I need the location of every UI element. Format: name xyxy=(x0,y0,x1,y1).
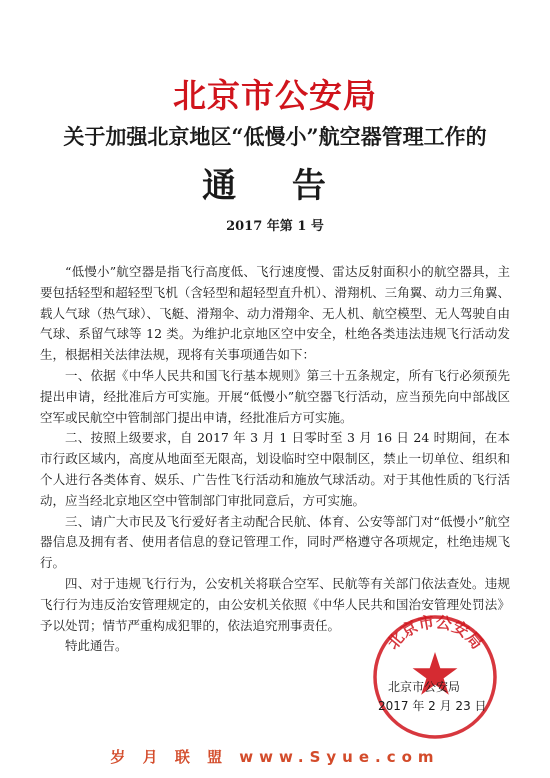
body-paragraph-3: 三、请广大市民及飞行爱好者主动配合民航、体育、公安等部门对“低慢小”航空器信息及拥有者、使用者信息的登记管理工作，同时严格遵守各项规定，杜绝违规飞行。 xyxy=(40,513,510,571)
issuer-heading: 北京市公安局 xyxy=(173,76,377,115)
official-seal xyxy=(370,612,500,742)
notice-body xyxy=(40,262,510,657)
body-paragraph-2: 二、按照上级要求，自 2017 年 3 月 1 日零时至 3 月 16 日 24 时期间，在本市行政区域内，高度从地面至无限高，划设临时空中限制区，禁止一切单位、组织和个人进行各类体育、娱乐、广告性飞行活动和施放气球活动。对于其他性质的飞行活动，应当经北京地区空中管制部门审批同意后，方可实施。 xyxy=(40,430,510,508)
document-number: 2017 年第 1 号 xyxy=(226,219,324,234)
signature-issuer: 北京市公安局 xyxy=(388,680,461,694)
notice-label: 通 告 xyxy=(202,166,348,206)
body-paragraph-closing: 特此通告。 xyxy=(65,638,128,654)
site-watermark: 岁 月 联 盟 www.Syue.com xyxy=(110,748,440,766)
body-paragraph-4: 四、对于违规飞行行为，公安机关将联合空军、民航等有关部门依法查处。违规飞行行为违反治安管理规定的，由公安机关依照《中华人民共和国治安管理处罚法》予以处罚；情节严重构成犯罪的，依法追究刑事责任。 xyxy=(40,575,510,633)
body-paragraph-intro: “低慢小”航空器是指飞行高度低、飞行速度慢、雷达反射面积小的航空器具，主要包括轻型和超轻型飞机（含轻型和超轻型直升机）、滑翔机、三角翼、动力三角翼、载人气球（热气球）、飞艇、滑翔伞、动力滑翔伞、无人机、航空模型、无人驾驶自由气球、系留气球等 12 类。为维护北京地区空中安全，杜绝各类违法违规飞行活动发生，根据相关法律法规，现将有关事项通告如下： xyxy=(40,264,510,363)
seal-text: 北京市公安局 xyxy=(383,612,487,653)
notice-title: 关于加强北京地区“低慢小”航空器管理工作的 xyxy=(63,124,487,149)
body-paragraph-1: 一、依据《中华人民共和国飞行基本规则》第三十五条规定，所有飞行必须预先提出申请，经批准后方可实施。开展“低慢小”航空器飞行活动，应当预先向中部战区空军或民航空中管制部门提出申请，经批准后方可实施。 xyxy=(40,367,510,425)
signature-date: 2017 年 2 月 23 日 xyxy=(378,699,487,713)
